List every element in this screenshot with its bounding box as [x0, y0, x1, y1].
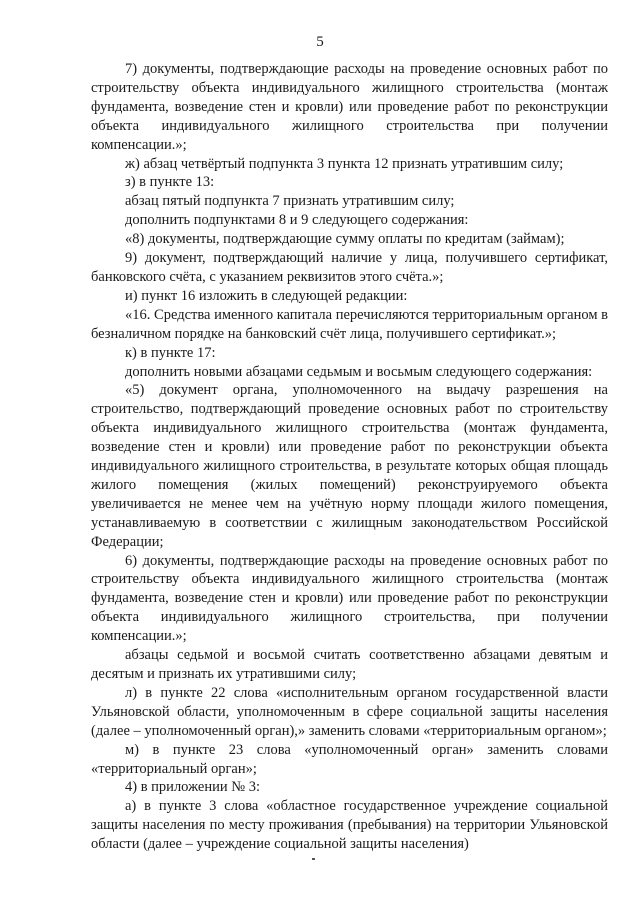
paragraph-16: «16. Средства именного капитала перечисляются территориальным органом в безналичном порядке на банковский счёт лица, получившего сертификат.»;: [91, 306, 608, 342]
paragraph-dopolnit-abzacami: дополнить новыми абзацами седьмым и восьмым следующего содержания:: [125, 363, 593, 380]
paragraph-m: м) в пункте 23 слова «уполномоченный орган» заменить словами «территориальный орган»;: [91, 741, 608, 777]
paragraph-7-documents: 7) документы, подтверждающие расходы на проведение основных работ по строительству объекта индивидуального жилищного строительства (монтаж фундамента, возведение стен и кровли) или проведение работ по реконструкции объекта индивидуального жилищного строительства при получении компенсации.»;: [91, 61, 608, 153]
paragraph-abzacy-sedmoi: абзацы седьмой и восьмой считать соответственно абзацами девятым и десятым и признать их утратившими силу;: [91, 647, 608, 682]
scan-dot: [312, 858, 315, 860]
paragraph-4-prilozhenie: 4) в приложении № 3:: [125, 779, 260, 796]
paragraph-5-document: «5) документ органа, уполномоченного на выдачу разрешения на строительство, подтверждающий проведение основных работ по строительству объекта индивидуального жилищного строительства (монтаж фундамента, возведение стен и кровли) или проведение работ по реконструкции объекта индивидуального жилищного строительства, в результате которых общая площадь жилого помещения (жилых помещений) реконструируемого объекта увеличивается не менее чем на учётную норму площади жилого помещения, устанавливаемую в соответствии с жилищным законодательством Российской Федерации;: [91, 382, 608, 550]
paragraph-a: а) в пункте 3 слова «областное государственное учреждение социальной защиты населения по месту проживания (пребывания) на территории Ульяновской области (далее – учреждение социальной защиты населения): [91, 798, 608, 853]
paragraph-8-documents: «8) документы, подтверждающие сумму оплаты по кредитам (займам);: [125, 231, 565, 248]
paragraph-z: з) в пункте 13:: [125, 174, 215, 191]
paragraph-6-documents: 6) документы, подтверждающие расходы на проведение основных работ по строительству объекта индивидуального жилищного строительства (монтаж фундамента, возведение стен и кровли) или проведение работ по реконструкции объекта индивидуального жилищного строительства, при получении компенсации.»;: [91, 552, 608, 645]
document-body: [91, 60, 608, 854]
page-number: 5: [316, 34, 324, 50]
paragraph-dopolnit-8-9: дополнить подпунктами 8 и 9 следующего содержания:: [125, 212, 469, 229]
paragraph-abzac-pyatyi: абзац пятый подпункта 7 признать утратившим силу;: [125, 193, 455, 210]
paragraph-zh: ж) абзац четвёртый подпункта 3 пункта 12 признать утратившим силу;: [125, 155, 564, 172]
paragraph-l: л) в пункте 22 слова «исполнительным органом государственной власти Ульяновской области, уполномоченным в сфере социальной защиты населения (далее – уполномоченный орган),» заменить словами «территориальным органом»;: [91, 684, 608, 739]
paragraph-i: и) пункт 16 изложить в следующей редакции:: [125, 287, 408, 304]
paragraph-k: к) в пункте 17:: [125, 344, 216, 361]
paragraph-9-document: 9) документ, подтверждающий наличие у лица, получившего сертификат, банковского счёта, с указанием реквизитов этого счёта.»;: [91, 250, 608, 285]
